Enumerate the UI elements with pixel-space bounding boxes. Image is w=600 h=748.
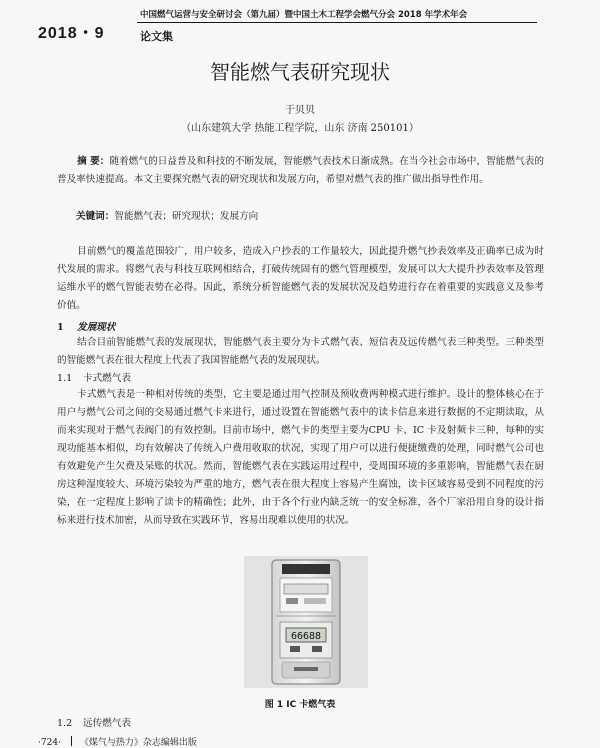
paper-title: 智能燃气表研究现状: [210, 60, 390, 84]
figure-caption: 图 1 IC 卡燃气表: [264, 700, 336, 710]
section-1-1-paragraph: [57, 386, 544, 530]
intro-paragraph: [57, 243, 544, 315]
abstract-text: 随着燃气的日益普及和科技的不断发展，智能燃气表技术日渐成熟。在当今社会市场中，智能燃气表的普及率快速提高。本文主要探究燃气表的研究现状和发展方向，希望对燃气表的推广做出指导性作用。: [57, 156, 545, 185]
section-1-1-text: 卡式燃气表是一种相对传统的类型，它主要是通过用气控制及预收费两种模式进行维护。设计的整体核心在于用户与燃气公司之间的交易通过燃气卡来进行，通过设置在智能燃气表中的读卡信息来进行数据的不定期读取，从而来实现对于燃气表阀门的有效控制。目前市场中，燃气卡的类型主要为CPU 卡、IC 卡及射频卡三种，每种的实现功能基本相似，均有效解决了传统入户费用收取的状况，实现了用户可以进行便捷缴费的处理，同时燃气公司也有效避免产生欠费及呆账的状况。然而，智能燃气表在实践运用过程中，受周围环境的多重影响，智能燃气表在厨房这种湿度较大、环境污染较为严重的地方，燃气表在很大程度上容易产生腐蚀，读卡区域容易受到不同程度的污染，在一定程度上影响了读卡的精确性；此外，由于各个行业内缺乏统一的安全标准，各个厂家沿用自身的设计指标来进行技术加密，从而导致在实践环节，容易出现难以使用的状况。: [57, 389, 544, 526]
section-1-heading: [57, 319, 115, 333]
section-1-1-number: 1.1: [57, 373, 73, 384]
section-1-1-title: 卡式燃气表: [83, 373, 131, 384]
affiliation: （山东建筑大学 热能工程学院，山东 济南 250101）: [181, 123, 419, 134]
keywords-label: 关键词：: [76, 211, 115, 222]
gas-meter-illustration: [242, 556, 370, 688]
section-1-1-heading: [57, 370, 131, 384]
section-1-text: 结合目前智能燃气表的发展现状，智能燃气表主要分为卡式燃气表、短信表及远传燃气表三种类型。三种类型的智能燃气表在很大程度上代表了我国智能燃气表的发展现状。: [57, 337, 544, 366]
abstract: [57, 153, 544, 189]
keywords-text: 智能燃气表；研究现状；发展方向: [114, 211, 259, 222]
author: 于贝贝: [285, 105, 315, 116]
journal-name: 《煤气与热力》杂志编辑出版: [79, 738, 197, 748]
section-1-2-heading: [57, 715, 131, 729]
section-1-title: 发展现状: [77, 322, 116, 333]
ic-card-gas-meter-figure: [242, 556, 370, 688]
header-rule: [137, 22, 537, 23]
section-1-paragraph: [57, 334, 544, 370]
section-1-2-number: 1.2: [57, 718, 73, 729]
section-1-number: 1: [57, 322, 64, 333]
page-footer: [38, 735, 197, 748]
intro-text: 目前燃气的覆盖范围较广，用户较多，造成入户抄表的工作量较大，因此提升燃气抄表效率及正确率已成为时代发展的需求。将燃气表与科技互联网相结合，打破传统固有的燃气管理模型，发展可以大大提升抄表效率及管理运维水平的燃气智能表势在必得。因此，系统分析智能燃气表的发展状况及趋势进行存在着重要的实践意义及参考价值。: [57, 246, 544, 311]
running-header-year: 2018・9: [38, 25, 105, 42]
abstract-label: 摘 要：: [77, 156, 110, 167]
footer-separator: [71, 736, 72, 746]
meter-lcd-display: 66688: [290, 631, 322, 642]
keywords: [76, 208, 536, 226]
section-1-2-title: 远传燃气表: [83, 718, 131, 729]
running-header-subtitle: 论文集: [140, 30, 173, 43]
running-header-conference: 中国燃气运营与安全研讨会（第九届）暨中国土木工程学会燃气分会 2018 年学术年会: [140, 10, 468, 20]
page-number: ·724·: [38, 738, 61, 748]
